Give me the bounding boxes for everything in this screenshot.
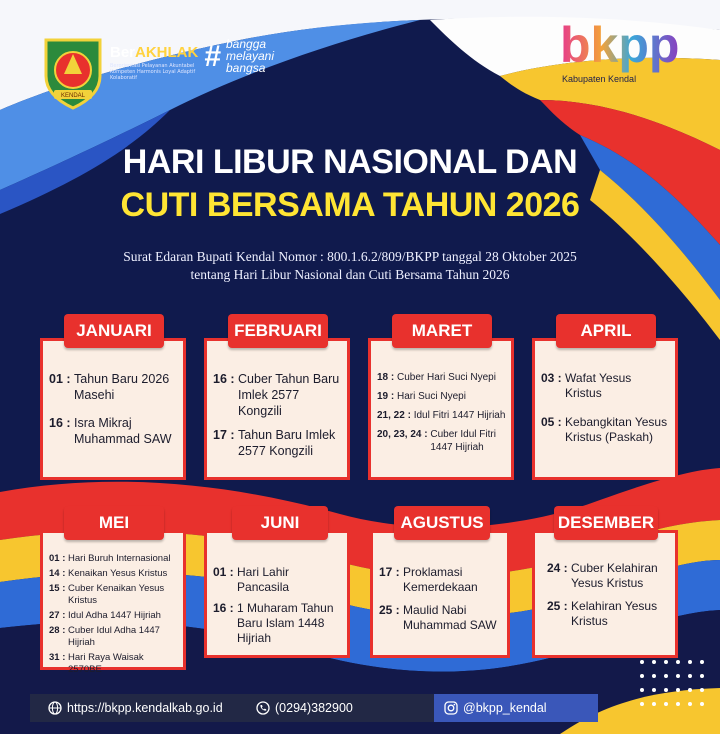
instagram-panel <box>434 694 598 722</box>
website-link[interactable] <box>48 694 223 722</box>
holiday-name: Proklamasi Kemerdekaan <box>403 565 478 594</box>
holiday-date: 25 : <box>547 599 572 613</box>
bangga-line2: melayani <box>226 49 275 63</box>
holiday-entry <box>49 652 179 676</box>
holiday-date: 01 : <box>213 565 238 579</box>
bangga-line3: bangsa <box>226 61 266 75</box>
month-label-desember: DESEMBER <box>554 506 658 540</box>
month-label-februari: FEBRUARI <box>228 314 328 348</box>
holiday-date: 24 : <box>547 561 572 575</box>
holiday-entry <box>547 599 671 629</box>
month-label-mei: MEI <box>64 506 164 540</box>
holiday-date: 25 : <box>379 603 404 617</box>
berakhlak-name-part2: AKHLAK <box>135 44 199 61</box>
month-card-agustus <box>370 530 510 658</box>
website-text: https://bkpp.kendalkab.go.id <box>67 701 223 715</box>
holiday-name: Cuber Tahun Baru Imlek 2577 Kongzili <box>238 372 340 418</box>
holiday-name: Cuber Kenaikan Yesus Kristus <box>68 583 165 606</box>
holiday-name: Hari Suci Nyepi <box>397 391 466 402</box>
page-title-line2: CUTI BERSAMA TAHUN 2026 <box>120 186 580 224</box>
holiday-name: Hari Raya Waisak 2570BE <box>68 652 144 675</box>
holiday-entry <box>213 427 343 459</box>
holiday-date: 14 : <box>49 568 69 579</box>
holiday-name: Idul Fitri 1447 Hijriah <box>413 410 506 421</box>
month-entries <box>541 371 671 445</box>
holiday-date: 03 : <box>541 371 566 385</box>
holiday-name: Cuber Idul Fitri 1447 Hijriah <box>430 429 496 453</box>
bangga-line1: bangga <box>226 37 267 51</box>
hash-icon: # <box>204 40 221 73</box>
month-entries <box>213 565 343 646</box>
holiday-name: Kelahiran Yesus Kristus <box>571 599 658 628</box>
phone-link[interactable] <box>256 694 353 722</box>
holiday-entry <box>49 553 179 565</box>
holiday-date: 21, 22 : <box>377 410 414 421</box>
holiday-date: 20, 23, 24 : <box>377 429 431 440</box>
month-card-januari <box>40 338 186 480</box>
holiday-date: 18 : <box>377 372 398 383</box>
month-entries <box>49 371 179 447</box>
holiday-date: 17 : <box>213 428 239 442</box>
holiday-entry <box>49 371 179 403</box>
holiday-name: Cuber Idul Adha 1447 Hijriah <box>68 625 160 648</box>
holiday-name: Kenaikan Yesus Kristus <box>68 568 168 579</box>
holiday-name: Wafat Yesus Kristus <box>565 371 632 400</box>
phone-text: (0294)382900 <box>275 701 353 715</box>
holiday-name: Hari Lahir Pancasila <box>237 565 290 594</box>
month-card-maret <box>368 338 514 480</box>
month-entries <box>49 553 179 676</box>
holiday-name: Idul Adha 1447 Hijriah <box>68 610 161 621</box>
bkpp-logo-text: bkpp <box>560 17 680 73</box>
footer-contact-bar <box>30 694 598 722</box>
holiday-entry <box>379 603 503 633</box>
holiday-date: 19 : <box>377 391 398 402</box>
month-entries <box>379 565 503 633</box>
month-card-desember <box>532 530 678 658</box>
holiday-entry <box>49 610 179 622</box>
holiday-entry <box>379 565 503 595</box>
holiday-date: 15 : <box>49 583 69 594</box>
holiday-name: Tahun Baru Imlek 2577 Kongzili <box>238 428 336 458</box>
subtitle-line2: tentang Hari Libur Nasional dan Cuti Bersama Tahun 2026 <box>190 267 510 282</box>
month-label-juni: JUNI <box>232 506 328 540</box>
holiday-date: 27 : <box>49 610 69 621</box>
month-entries <box>377 371 507 454</box>
holiday-name: Maulid Nabi Muhammad SAW <box>403 603 497 632</box>
instagram-text: @bkpp_kendal <box>463 701 547 715</box>
holiday-entry <box>547 561 671 591</box>
month-card-februari <box>204 338 350 480</box>
holiday-name: Kebangkitan Yesus Kristus (Paskah) <box>565 415 668 444</box>
holiday-date: 28 : <box>49 625 69 636</box>
holiday-entry <box>541 371 671 401</box>
month-entries <box>547 561 671 629</box>
holiday-entry <box>49 583 179 607</box>
month-card-mei <box>40 530 186 675</box>
holiday-name: Tahun Baru 2026 Masehi <box>74 372 170 402</box>
globe-icon <box>48 701 62 715</box>
bkpp-subtitle: Kabupaten Kendal <box>562 74 637 84</box>
holiday-date: 17 : <box>379 565 404 579</box>
holiday-entry <box>213 565 343 595</box>
holiday-entry <box>377 428 507 454</box>
holiday-name: Cuber Hari Suci Nyepi <box>397 372 496 383</box>
subtitle-line1: Surat Edaran Bupati Kendal Nomor : 800.1.6.2/809/BKPP tanggal 28 Oktober 2025 <box>123 249 577 264</box>
holiday-date: 16 : <box>213 372 239 386</box>
berakhlak-name-part1: Ber <box>110 44 136 61</box>
month-label-maret: MARET <box>392 314 492 348</box>
berakhlak-tagline: Berorientasi Pelayanan Akuntabel Kompeten Harmonis Loyal Adaptif Kolaboratif <box>110 63 196 81</box>
holiday-date: 16 : <box>213 601 238 615</box>
holiday-date: 05 : <box>541 415 566 429</box>
decorative-dots <box>636 656 708 712</box>
holiday-name: Cuber Kelahiran Yesus Kristus <box>571 561 658 590</box>
holiday-entry <box>541 415 671 445</box>
month-label-april: APRIL <box>556 314 656 348</box>
holiday-date: 01 : <box>49 553 69 564</box>
instagram-link[interactable] <box>444 694 547 722</box>
holiday-name: 1 Muharam Tahun Baru Islam 1448 Hijriah <box>237 601 334 645</box>
holiday-entry <box>49 415 179 447</box>
month-card-juni <box>204 530 350 658</box>
phone-icon <box>256 701 270 715</box>
emblem-text: KENDAL <box>60 93 86 99</box>
bkpp-logo <box>556 16 706 76</box>
subtitle <box>0 248 700 284</box>
holiday-entry <box>377 371 507 384</box>
month-label-januari: JANUARI <box>64 314 164 348</box>
kendal-emblem-logo <box>40 32 106 110</box>
month-label-agustus: AGUSTUS <box>394 506 490 540</box>
holiday-entry <box>377 409 507 422</box>
holiday-date: 16 : <box>49 416 75 430</box>
holiday-date: 01 : <box>49 372 75 386</box>
holiday-entry <box>49 625 179 649</box>
page-title: HARI LIBUR NASIONAL DAN <box>122 143 578 181</box>
holiday-entry <box>377 390 507 403</box>
instagram-icon <box>444 701 458 715</box>
bangga-words <box>226 38 306 74</box>
month-card-april <box>532 338 678 480</box>
month-entries <box>213 371 343 459</box>
holiday-name: Isra Mikraj Muhammad SAW <box>74 416 172 446</box>
holiday-date: 31 : <box>49 652 69 663</box>
holiday-name: Hari Buruh Internasional <box>68 553 171 564</box>
holiday-entry <box>213 601 343 646</box>
holiday-entry <box>213 371 343 419</box>
holiday-entry <box>49 568 179 580</box>
